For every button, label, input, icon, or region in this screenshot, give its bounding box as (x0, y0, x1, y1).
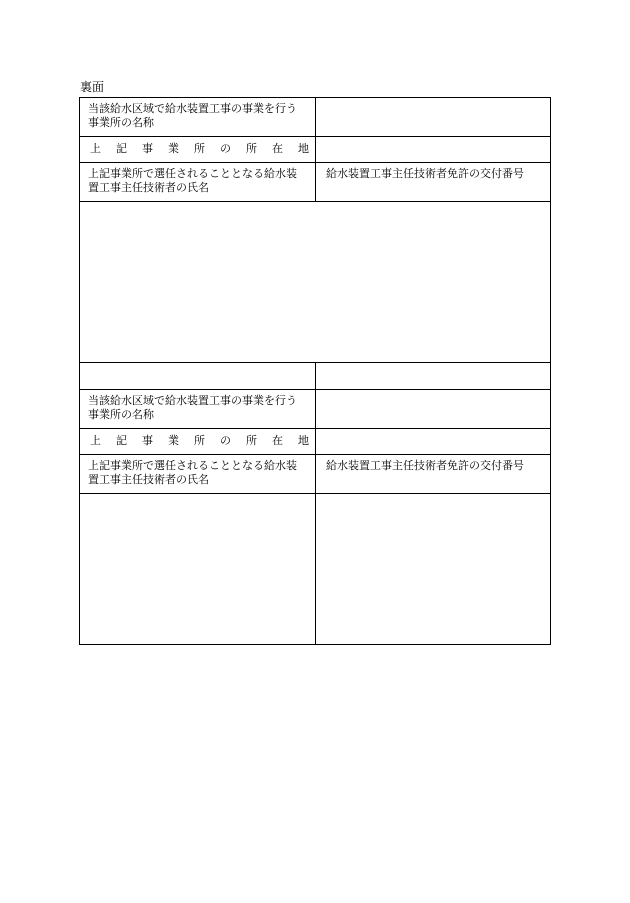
page-side-label: 裏面 (80, 80, 105, 94)
office-location-row (80, 429, 550, 455)
engineer-entry-area[interactable] (80, 202, 550, 363)
office-location-label (80, 137, 316, 162)
engineer-header-row (80, 455, 550, 494)
office-name-field[interactable] (316, 98, 550, 136)
office-location-char: 上 (90, 434, 101, 447)
form-block-2 (79, 363, 551, 645)
office-location-char: 所 (246, 434, 257, 447)
office-location-label (80, 429, 316, 454)
office-name-row (80, 98, 550, 137)
office-name-row (80, 390, 550, 429)
office-location-char: 事 (142, 142, 153, 155)
office-location-char: 上 (90, 142, 101, 155)
office-location-char: 地 (298, 142, 309, 155)
office-location-field[interactable] (316, 137, 550, 162)
office-location-char: の (220, 142, 231, 155)
office-name-label: 当該給水区域で給水装置工事の事業を行う事業所の名称 (80, 390, 316, 428)
office-location-row (80, 137, 550, 163)
blank-cell-left[interactable] (80, 363, 316, 389)
office-location-char: 地 (298, 434, 309, 447)
chief-engineer-name-label: 上記事業所で選任されることとなる給水装置工事主任技術者の氏名 (80, 163, 316, 201)
blank-row (80, 363, 550, 390)
office-location-char: 在 (272, 434, 283, 447)
office-location-char: 業 (168, 434, 179, 447)
office-name-label: 当該給水区域で給水装置工事の事業を行う事業所の名称 (80, 98, 316, 136)
license-number-entry[interactable] (316, 494, 550, 644)
engineer-entry-row (80, 494, 550, 644)
chief-engineer-name-label: 上記事業所で選任されることとなる給水装置工事主任技術者の氏名 (80, 455, 316, 493)
office-location-char: 所 (194, 142, 205, 155)
engineer-name-entry[interactable] (80, 494, 316, 644)
blank-cell-right[interactable] (316, 363, 550, 389)
office-location-char: 在 (272, 142, 283, 155)
office-location-char: 事 (142, 434, 153, 447)
office-location-field[interactable] (316, 429, 550, 454)
license-number-label: 給水装置工事主任技術者免許の交付番号 (326, 167, 524, 180)
office-location-char: 業 (168, 142, 179, 155)
office-location-char: 所 (246, 142, 257, 155)
office-location-char: の (220, 434, 231, 447)
office-location-char: 記 (116, 434, 127, 447)
license-number-label: 給水装置工事主任技術者免許の交付番号 (326, 459, 524, 472)
engineer-header-row (80, 163, 550, 202)
office-location-char: 所 (194, 434, 205, 447)
office-location-char: 記 (116, 142, 127, 155)
office-name-field[interactable] (316, 390, 550, 428)
form-block-1 (79, 97, 551, 363)
